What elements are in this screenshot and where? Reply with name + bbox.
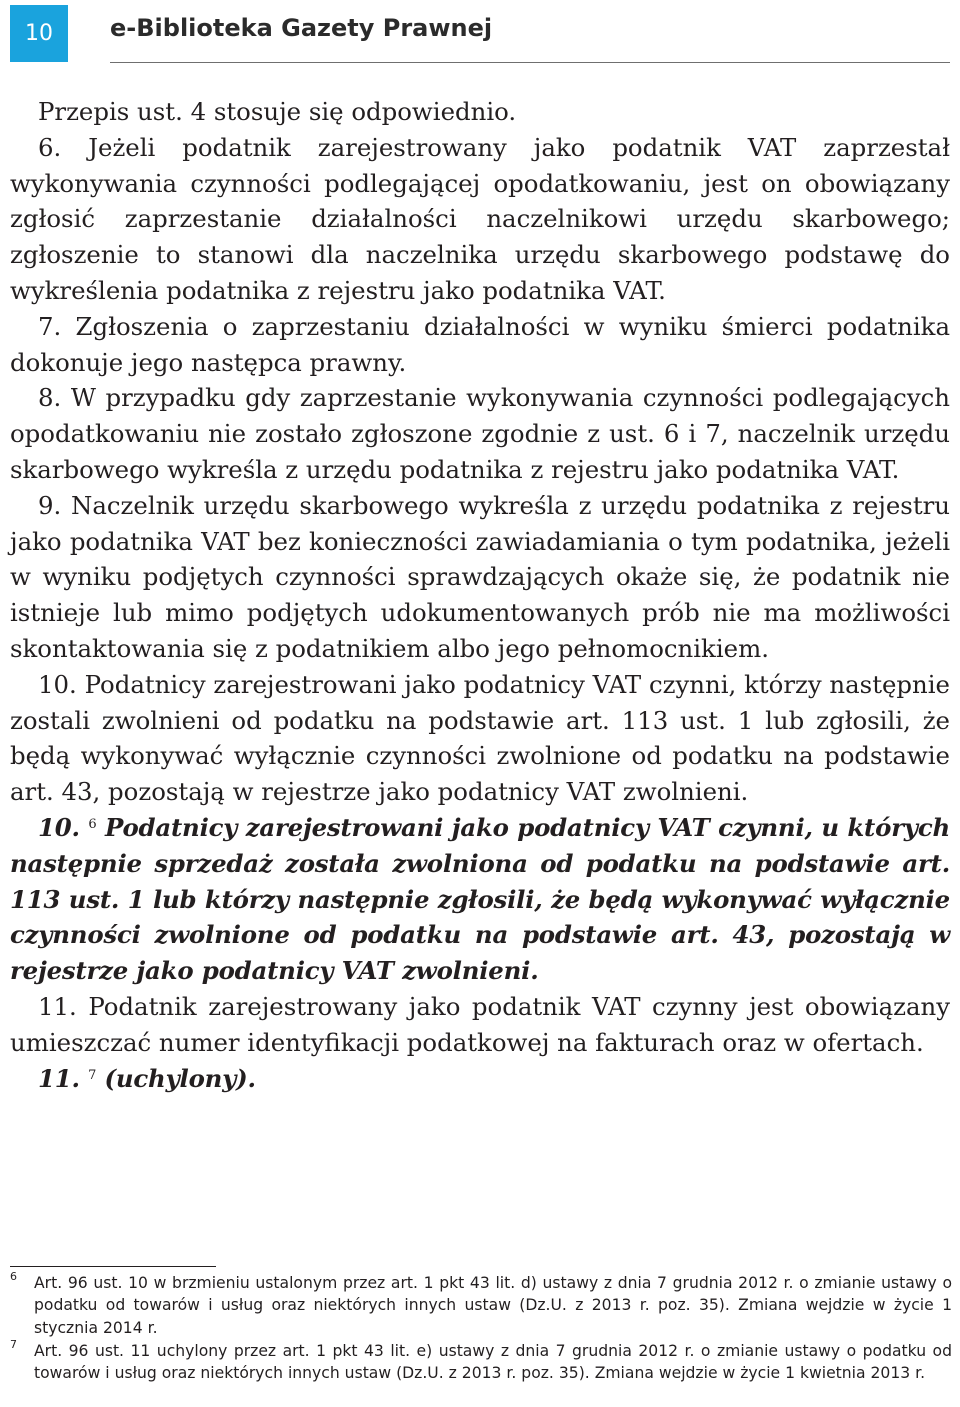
paragraph-ref-ust-4: Przepis ust. 4 stosuje się odpowiednio. [38, 97, 517, 126]
footnote-ref-6: 6 [88, 816, 97, 832]
footnote-7-number: 7 [10, 1338, 17, 1351]
paragraph-11-amended [10, 1061, 950, 1097]
paragraph-6: 6. Jeżeli podatnik zarejestrowany jako podatnik VAT zaprzestał wykonywania czynności podlegającej opodatkowaniu, jest on obowiązany zgłosić zaprzestanie działalności naczelnikowi urzędu skarbowego; zgłoszenie to stanowi dla naczelnika urzędu skarbowego podstawę do wykreślenia podatnika z rejestru jako podatnika VAT. [10, 132, 950, 305]
footnote-7 [10, 1340, 952, 1385]
footnote-6 [10, 1272, 952, 1339]
paragraph-10-amended-number: 10. [38, 812, 80, 842]
footnote-divider [10, 1266, 216, 1267]
footnote-7-text: Art. 96 ust. 11 uchylony przez art. 1 pkt 43 lit. e) ustawy z dnia 7 grudnia 2012 r. o zmianie ustawy o podatku od towarów i usług oraz niektórych innych ustaw (Dz.U. z 2013 r. poz. 35). Zmiana wejdzie w życie 1 kwietnia 2013 r. [34, 1342, 952, 1383]
article-body [10, 94, 950, 1096]
paragraph-8: 8. W przypadku gdy zaprzestanie wykonywania czynności podlegających opodatkowaniu nie zostało zgłoszone zgodnie z ust. 6 i 7, naczelnik urzędu skarbowego wykreśla z urzędu podatnika z rejestru jako podatnika VAT. [10, 383, 950, 484]
paragraph-11-amended-text: (uchylony). [104, 1063, 256, 1093]
paragraph-10-amended [10, 810, 950, 989]
header-divider [110, 62, 950, 63]
paragraph-7: 7. Zgłoszenia o zaprzestaniu działalności w wyniku śmierci podatnika dokonuje jego następca prawny. [10, 311, 950, 377]
paragraph-10: 10. Podatnicy zarejestrowani jako podatnicy VAT czynni, którzy następnie zostali zwolnieni od podatku na podstawie art. 113 ust. 1 lub zgłosili, że będą wykonywać wyłącznie czynności zwolnione od podatku na podstawie art. 43, pozostają w rejestrze jako podatnicy VAT zwolnieni. [10, 669, 950, 807]
paragraph-9: 9. Naczelnik urzędu skarbowego wykreśla z urzędu podatnika z rejestru jako podatnika VAT bez konieczności zawiadamiania o tym podatnika, jeżeli w wyniku podjętych czynności sprawdzających okaże się, że podatnik nie istnieje lub mimo podjętych udokumentowanych prób nie ma możliwości skontaktowania się z podatnikiem albo jego pełnomocnikiem. [10, 490, 950, 663]
paragraph-11: 11. Podatnik zarejestrowany jako podatnik VAT czynny jest obowiązany umieszczać numer identyfikacji podatkowej na fakturach oraz w ofertach. [10, 991, 950, 1057]
footnote-ref-7: 7 [88, 1067, 97, 1083]
page-number-badge: 10 [10, 5, 68, 62]
footnote-6-number: 6 [10, 1270, 17, 1283]
publication-title: e-Biblioteka Gazety Prawnej [110, 14, 493, 42]
paragraph-10-amended-text: Podatnicy zarejestrowani jako podatnicy VAT czynni, u których następnie sprzedaż została zwolniona od podatku na podstawie art. 113 ust. 1 lub którzy następnie zgłosili, że będą wykonywać wyłącznie czynności zwolnione od podatku na podstawie art. 43, pozostają w rejestrze jako podatnicy VAT zwolnieni. [10, 812, 951, 986]
paragraph-11-amended-number: 11. [38, 1063, 80, 1093]
footnote-6-text: Art. 96 ust. 10 w brzmieniu ustalonym przez art. 1 pkt 43 lit. d) ustawy z dnia 7 grudnia 2012 r. o zmianie ustawy o podatku od towarów i usług oraz niektórych innych ustaw (Dz.U. z 2013 r. poz. 35). Zmiana wejdzie w życie 1 stycznia 2014 r. [34, 1274, 952, 1337]
